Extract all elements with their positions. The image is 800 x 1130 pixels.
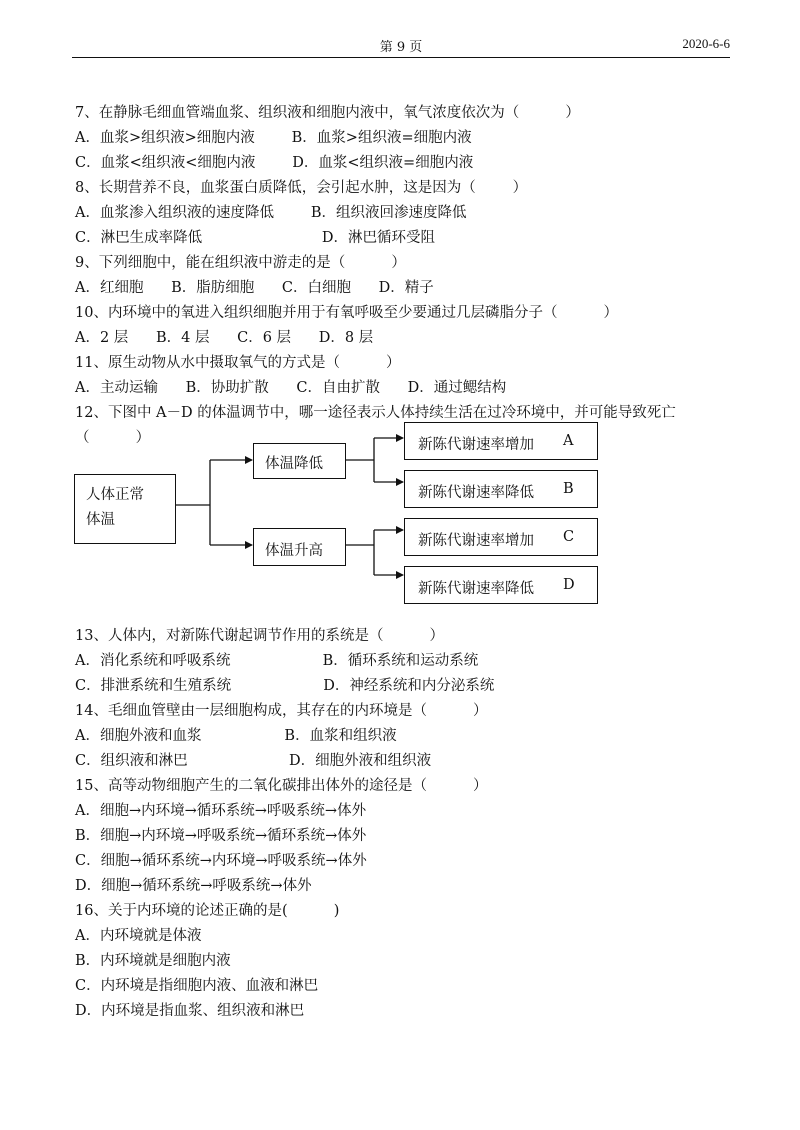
page-number: 第 9 页 [379, 40, 423, 55]
outcome-box-c [404, 518, 598, 556]
q8-stem: 8、长期营养不良，血浆蛋白质降低，会引起水肿，这是因为（ ） [75, 180, 528, 196]
q16-option-c: C．内环境是指细胞内液、血液和淋巴 [75, 978, 319, 994]
temp-decrease-box [253, 443, 346, 479]
normal-temp-line2: 体温 [86, 512, 115, 528]
temp-decrease-label: 体温降低 [265, 456, 323, 472]
q10-stem: 10、内环境中的氧进入组织细胞并用于有氧呼吸至少要通过几层磷脂分子（ ） [75, 305, 619, 321]
q7-options-ab: A．血浆>组织液>细胞内液 B．血浆>组织液=细胞内液 [75, 130, 472, 146]
outcome-box-a [404, 422, 598, 460]
q8-options-cd: C．淋巴生成率降低 D．淋巴循环受阻 [75, 230, 436, 246]
q7-stem: 7、在静脉毛细血管端血浆、组织液和细胞内液中，氧气浓度依次为（ ） [75, 105, 580, 121]
q15-stem: 15、高等动物细胞产生的二氧化碳排出体外的途径是（ ） [75, 778, 488, 794]
q13-options-ab: A．消化系统和呼吸系统 B．循环系统和运动系统 [75, 653, 479, 669]
q15-option-d: D．细胞→循环系统→呼吸系统→体外 [75, 878, 312, 894]
q7-options-cd: C．血浆<组织液<细胞内液 D．血浆<组织液=细胞内液 [75, 155, 474, 171]
header-date: 2020-6-6 [682, 36, 730, 51]
q15-option-c: C．细胞→循环系统→内环境→呼吸系统→体外 [75, 853, 367, 869]
outcome-box-b [404, 470, 598, 508]
temp-increase-label: 体温升高 [265, 543, 323, 559]
normal-temperature-box [74, 474, 176, 544]
q14-stem: 14、毛细血管壁由一层细胞构成，其存在的内环境是（ ） [75, 703, 488, 719]
q11-stem: 11、原生动物从水中摄取氧气的方式是（ ） [75, 355, 401, 371]
q16-option-a: A．内环境就是体液 [75, 928, 202, 944]
outcome-a-label: 新陈代谢速率增加 [418, 437, 534, 453]
q12-answer-blank: （ ） [75, 430, 151, 446]
q10-options: A．2 层 B．4 层 C．6 层 D．8 层 [75, 330, 374, 346]
q9-stem: 9、下列细胞中，能在组织液中游走的是（ ） [75, 255, 406, 271]
q9-options: A．红细胞 B．脂肪细胞 C．白细胞 D．精子 [75, 280, 434, 296]
q12-stem: 12、下图中 A－D 的体温调节中，哪一途径表示人体持续生活在过冷环境中，并可能导致死亡 [75, 405, 676, 421]
outcome-a-letter: A [563, 433, 574, 449]
temp-increase-box [253, 528, 346, 566]
outcome-c-label: 新陈代谢速率增加 [418, 533, 534, 549]
q15-option-b: B．细胞→内环境→呼吸系统→循环系统→体外 [75, 828, 367, 844]
q16-option-b: B．内环境就是细胞内液 [75, 953, 231, 969]
q16-stem: 16、关于内环境的论述正确的是( ) [75, 903, 340, 919]
outcome-d-letter: D [563, 577, 575, 593]
q15-option-a: A．细胞→内环境→循环系统→呼吸系统→体外 [75, 803, 367, 819]
outcome-d-label: 新陈代谢速率降低 [418, 581, 534, 597]
outcome-b-letter: B [563, 481, 574, 497]
q16-option-d: D．内环境是指血浆、组织液和淋巴 [75, 1003, 305, 1019]
q11-options: A．主动运输 B．协助扩散 C．自由扩散 D．通过鳃结构 [75, 380, 507, 396]
q13-options-cd: C．排泄系统和生殖系统 D．神经系统和内分泌系统 [75, 678, 495, 694]
q13-stem: 13、人体内，对新陈代谢起调节作用的系统是（ ） [75, 628, 445, 644]
outcome-box-d [404, 566, 598, 604]
q14-options-ab: A．细胞外液和血浆 B．血浆和组织液 [75, 728, 397, 744]
normal-temp-line1: 人体正常 [86, 487, 144, 503]
q8-options-ab: A．血浆渗入组织液的速度降低 B．组织液回渗速度降低 [75, 205, 467, 221]
q14-options-cd: C．组织液和淋巴 D．细胞外液和组织液 [75, 753, 432, 769]
outcome-b-label: 新陈代谢速率降低 [418, 485, 534, 501]
outcome-c-letter: C [563, 529, 575, 545]
